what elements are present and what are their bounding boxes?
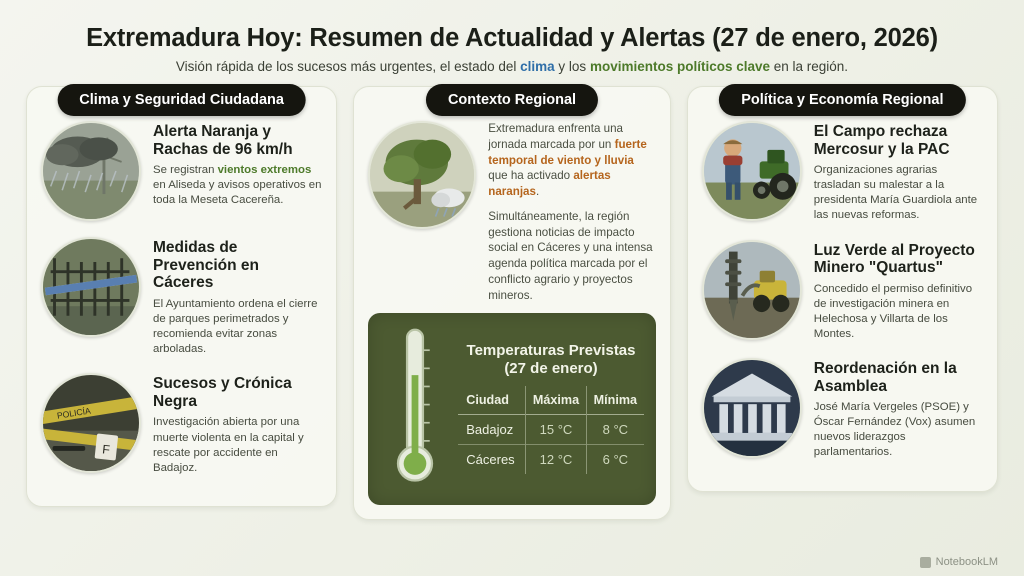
list-item-heading: Alerta Naranja y Rachas de 96 km/h	[153, 123, 293, 158]
svg-text:F: F	[101, 442, 111, 458]
temperature-title-line2: (27 de enero)	[504, 360, 598, 378]
subtitle-highlight-politica: movimientos políticos clave	[589, 59, 770, 74]
cell-maxima: 15 °C	[526, 415, 587, 445]
column-header-clima: Clima y Seguridad Ciudadana	[57, 84, 306, 116]
list-item[interactable]	[702, 121, 983, 224]
temperature-title-line1: Temperaturas Previstas	[466, 342, 636, 360]
svg-text:POLICÍA: POLICÍA	[56, 405, 92, 421]
list-item-body: Concedido el permiso definitivo de investigación minera en Helechosa y Villarta de los Montes.	[813, 282, 973, 340]
footer-brand	[920, 556, 998, 568]
list-item[interactable]	[702, 358, 983, 461]
list-item-heading: Medidas de Prevención en Cáceres	[153, 239, 259, 292]
page-title: Extremadura Hoy: Resumen de Actualidad y Alertas (27 de enero, 2026)	[86, 24, 938, 52]
ctx-p1-highlight-alertas: alertas naranjas	[488, 169, 611, 199]
column-card-contexto	[353, 86, 670, 520]
list-item-text	[814, 240, 983, 343]
column-card-politica	[687, 86, 998, 492]
thermometer-icon	[380, 323, 450, 493]
notebooklm-logo-icon	[920, 557, 931, 568]
closed-park-gate-icon	[41, 237, 141, 337]
cell-ciudad: Cáceres	[466, 452, 515, 468]
context-paragraph-1	[488, 121, 655, 200]
ctx-p1-part3: .	[535, 185, 540, 199]
list-item[interactable]	[702, 240, 983, 343]
context-paragraphs	[488, 121, 655, 303]
list-item-body: Investigación abierta por una muerte violenta en la capital y rescate por accidente en Badajoz.	[153, 416, 304, 474]
parliament-building-icon	[702, 358, 802, 458]
temperature-panel	[368, 313, 655, 505]
temperature-table-wrap	[458, 342, 643, 474]
column-politica	[687, 86, 998, 492]
storm-wind-turbine-icon	[41, 121, 141, 221]
subtitle-part-2: y los	[554, 59, 590, 74]
subtitle-part-1: Visión rápida de los sucesos más urgentes, el estado del	[175, 59, 521, 74]
list-item[interactable]	[41, 121, 322, 221]
mining-drill-icon	[702, 240, 802, 340]
subtitle-part-3: en la región.	[770, 59, 849, 74]
temperature-title	[458, 342, 643, 378]
body-highlight: vientos extremos	[217, 164, 312, 177]
cell-minima: 8 °C	[586, 415, 643, 445]
farmer-tractor-icon	[702, 121, 802, 221]
list-item-heading: Reordenación en la Asamblea	[813, 360, 957, 395]
context-intro	[368, 121, 655, 303]
cell-ciudad: Badajoz	[466, 422, 514, 438]
list-item-body	[153, 163, 322, 208]
page-subtitle	[26, 59, 998, 74]
subtitle-highlight-clima: clima	[520, 59, 555, 74]
context-paragraph-2: Simultáneamente, la región gestiona noticias de impacto social en Cáceres y una intensa agenda política marcada por el conflicto agrario y proyectos mineros.	[488, 209, 653, 302]
list-item-heading: El Campo rechaza Mercosur y la PAC	[813, 123, 950, 158]
list-item-text	[153, 237, 322, 357]
oak-tree-rain-cloud-icon	[368, 121, 476, 229]
column-card-clima	[26, 86, 337, 507]
table-header-row	[458, 386, 643, 415]
ctx-p1-highlight-temporal: fuerte temporal de viento y lluvia	[488, 137, 647, 167]
list-item-text	[814, 358, 983, 461]
cell-minima: 6 °C	[586, 445, 643, 475]
list-item-body: José María Vergeles (PSOE) y Óscar Fernández (Vox) asumen nuevos liderazgos parlamentarios.	[813, 401, 976, 459]
column-clima	[26, 86, 337, 507]
column-header-ciudad: Ciudad	[466, 393, 509, 408]
list-item[interactable]	[41, 373, 322, 476]
list-item-body: Organizaciones agrarias trasladan su malestar a la presidenta María Guardiola ante las nuevas reformas.	[813, 164, 978, 222]
column-header-politica: Política y Economía Regional	[719, 84, 965, 116]
list-item-body: El Ayuntamiento ordena el cierre de parques perimetrados y recomienda evitar zonas arboladas.	[153, 297, 318, 356]
footer-brand-label: NotebookLM	[935, 556, 998, 568]
columns-container	[26, 86, 998, 538]
column-header-contexto: Contexto Regional	[426, 84, 598, 116]
list-item-text	[153, 373, 322, 476]
list-item-text	[153, 121, 322, 208]
ctx-p1-part1: Extremadura enfrenta una jornada marcada por un	[488, 122, 623, 151]
list-item-heading: Sucesos y Crónica Negra	[153, 375, 292, 410]
cell-maxima: 12 °C	[526, 445, 587, 475]
crime-scene-tape-icon	[41, 373, 141, 473]
ctx-p1-part2: que ha activado	[488, 169, 574, 183]
table-row	[458, 415, 643, 445]
column-contexto	[353, 86, 670, 520]
column-header-maxima: Máxima	[526, 386, 587, 415]
list-item-text	[814, 121, 983, 224]
temperature-table	[458, 386, 643, 474]
list-item-heading: Luz Verde al Proyecto Minero "Quartus"	[813, 241, 975, 277]
table-row	[458, 445, 643, 475]
body-part-2: en Aliseda y avisos operativos en toda la Meseta Cacereña.	[153, 179, 322, 207]
body-part-1: Se registran	[153, 164, 218, 177]
column-header-minima: Mínima	[586, 386, 643, 415]
list-item[interactable]	[41, 237, 322, 357]
